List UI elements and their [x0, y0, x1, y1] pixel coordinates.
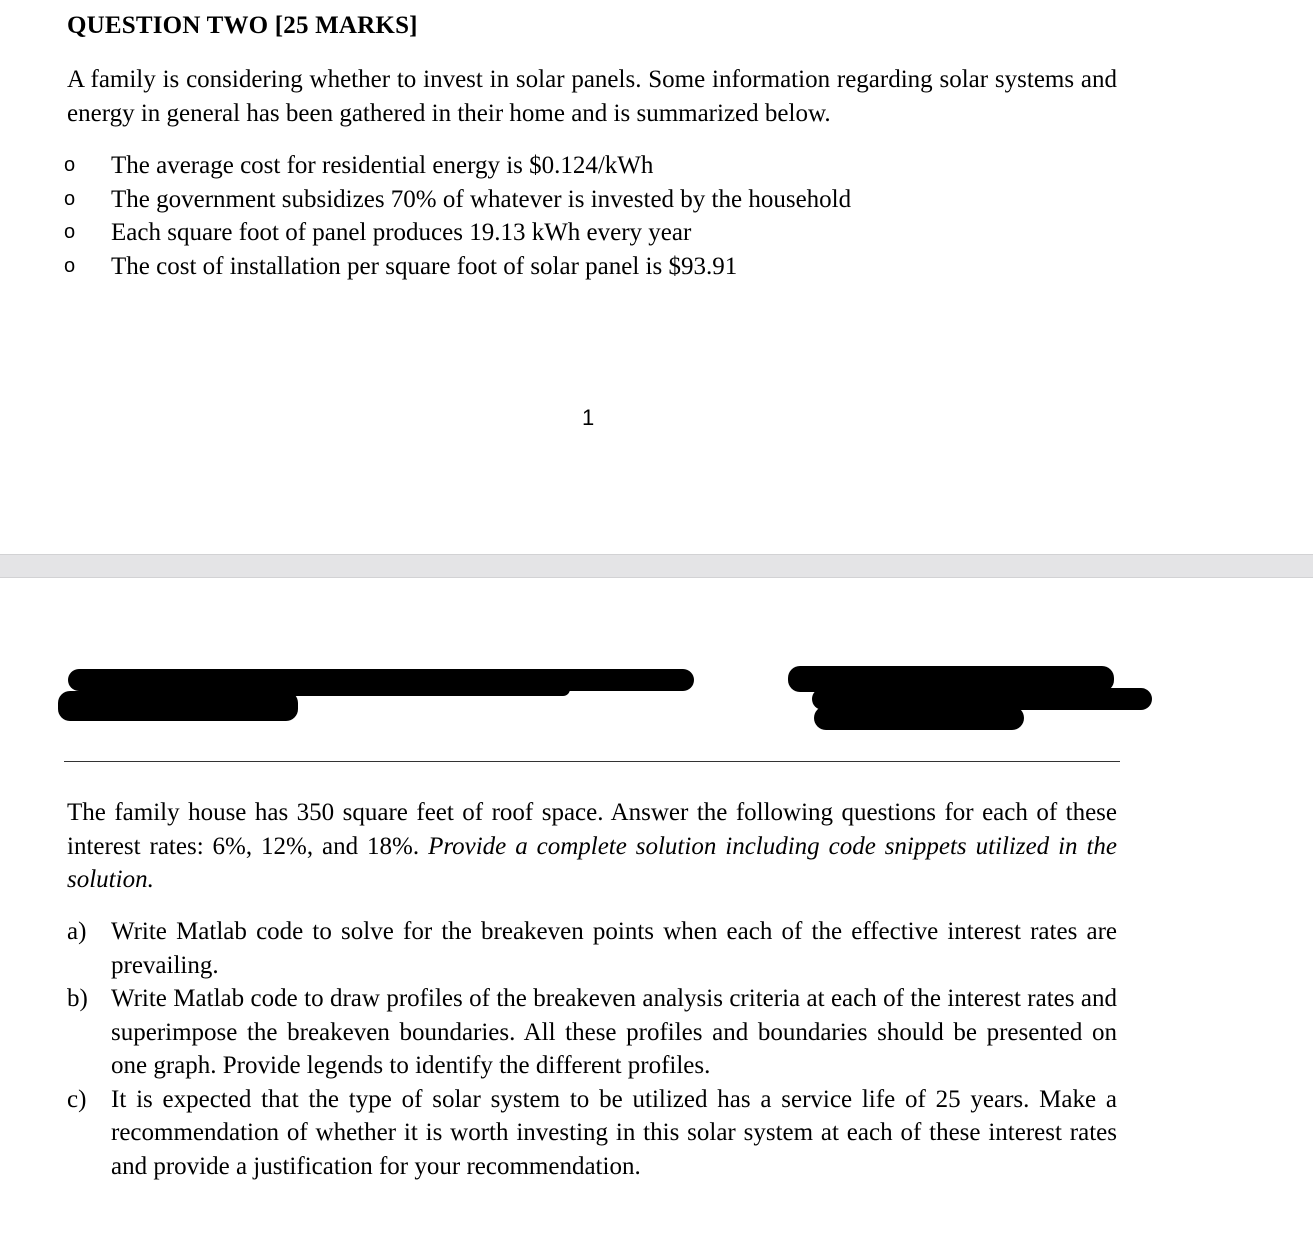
bullet-item: [0, 250, 1313, 284]
redaction-mark: [814, 706, 1024, 730]
document-page-1: [0, 0, 1313, 554]
page-number: 1: [582, 405, 595, 430]
question-list: [0, 915, 1313, 1183]
bullet-circle-icon: o: [64, 187, 76, 210]
bullet-text: The cost of installation per square foot of solar panel is $93.91: [111, 252, 738, 280]
problem-text: The family house has 350 square feet of roof space. Answer the following questions for each of these interest rates: 6%, 12%, and 18%.: [67, 799, 1117, 860]
bullet-item: [0, 149, 1313, 183]
document-page-2: [0, 578, 1313, 1257]
question-heading: QUESTION TWO [25 MARKS]: [67, 12, 418, 39]
question-item: [67, 982, 1117, 1083]
bullet-item: [0, 183, 1313, 217]
header-divider: [64, 761, 1120, 762]
bullet-text: The average cost for residential energy is $0.124/kWh: [111, 152, 654, 179]
question-text: It is expected that the type of solar system to be utilized has a service life of 25 years. Make a recommendation of whether it is worth investing in this solar system at each of these interest rates and provide a justification for your recommendation.: [111, 1085, 1117, 1180]
bullet-text: Each square foot of panel produces 19.13 kWh every year: [111, 219, 692, 246]
bullet-circle-icon: o: [64, 254, 76, 277]
info-bullet-list: [0, 149, 1313, 283]
intro-paragraph: A family is considering whether to invest in solar panels. Some information regarding solar systems and energy in general has been gathered in their home and is summarized below.: [67, 66, 1117, 127]
redaction-mark: [150, 682, 570, 696]
page-separator: [0, 554, 1313, 578]
question-text: Write Matlab code to solve for the breakeven points when each of the effective interest rates are prevailing.: [111, 918, 1117, 979]
bullet-circle-icon: o: [64, 154, 76, 176]
question-item: [67, 915, 1117, 982]
question-item: [67, 1083, 1117, 1184]
question-label: b): [67, 985, 88, 1012]
bullet-circle-icon: o: [64, 221, 76, 243]
instruction-text: Provide a complete solution including code snippets utilized in the solution.: [67, 832, 1118, 893]
bullet-text: The government subsidizes 70% of whatever is invested by the household: [111, 185, 852, 213]
question-label: c): [67, 1085, 87, 1113]
bullet-item: [0, 216, 1313, 250]
problem-paragraph: [67, 796, 1117, 897]
question-text: Write Matlab code to draw profiles of the breakeven analysis criteria at each of the interest rates and superimpose the breakeven boundaries. All these profiles and boundaries should be presented on one graph. Provide legends to identify the different profiles.: [111, 985, 1117, 1079]
question-label: a): [67, 918, 87, 945]
